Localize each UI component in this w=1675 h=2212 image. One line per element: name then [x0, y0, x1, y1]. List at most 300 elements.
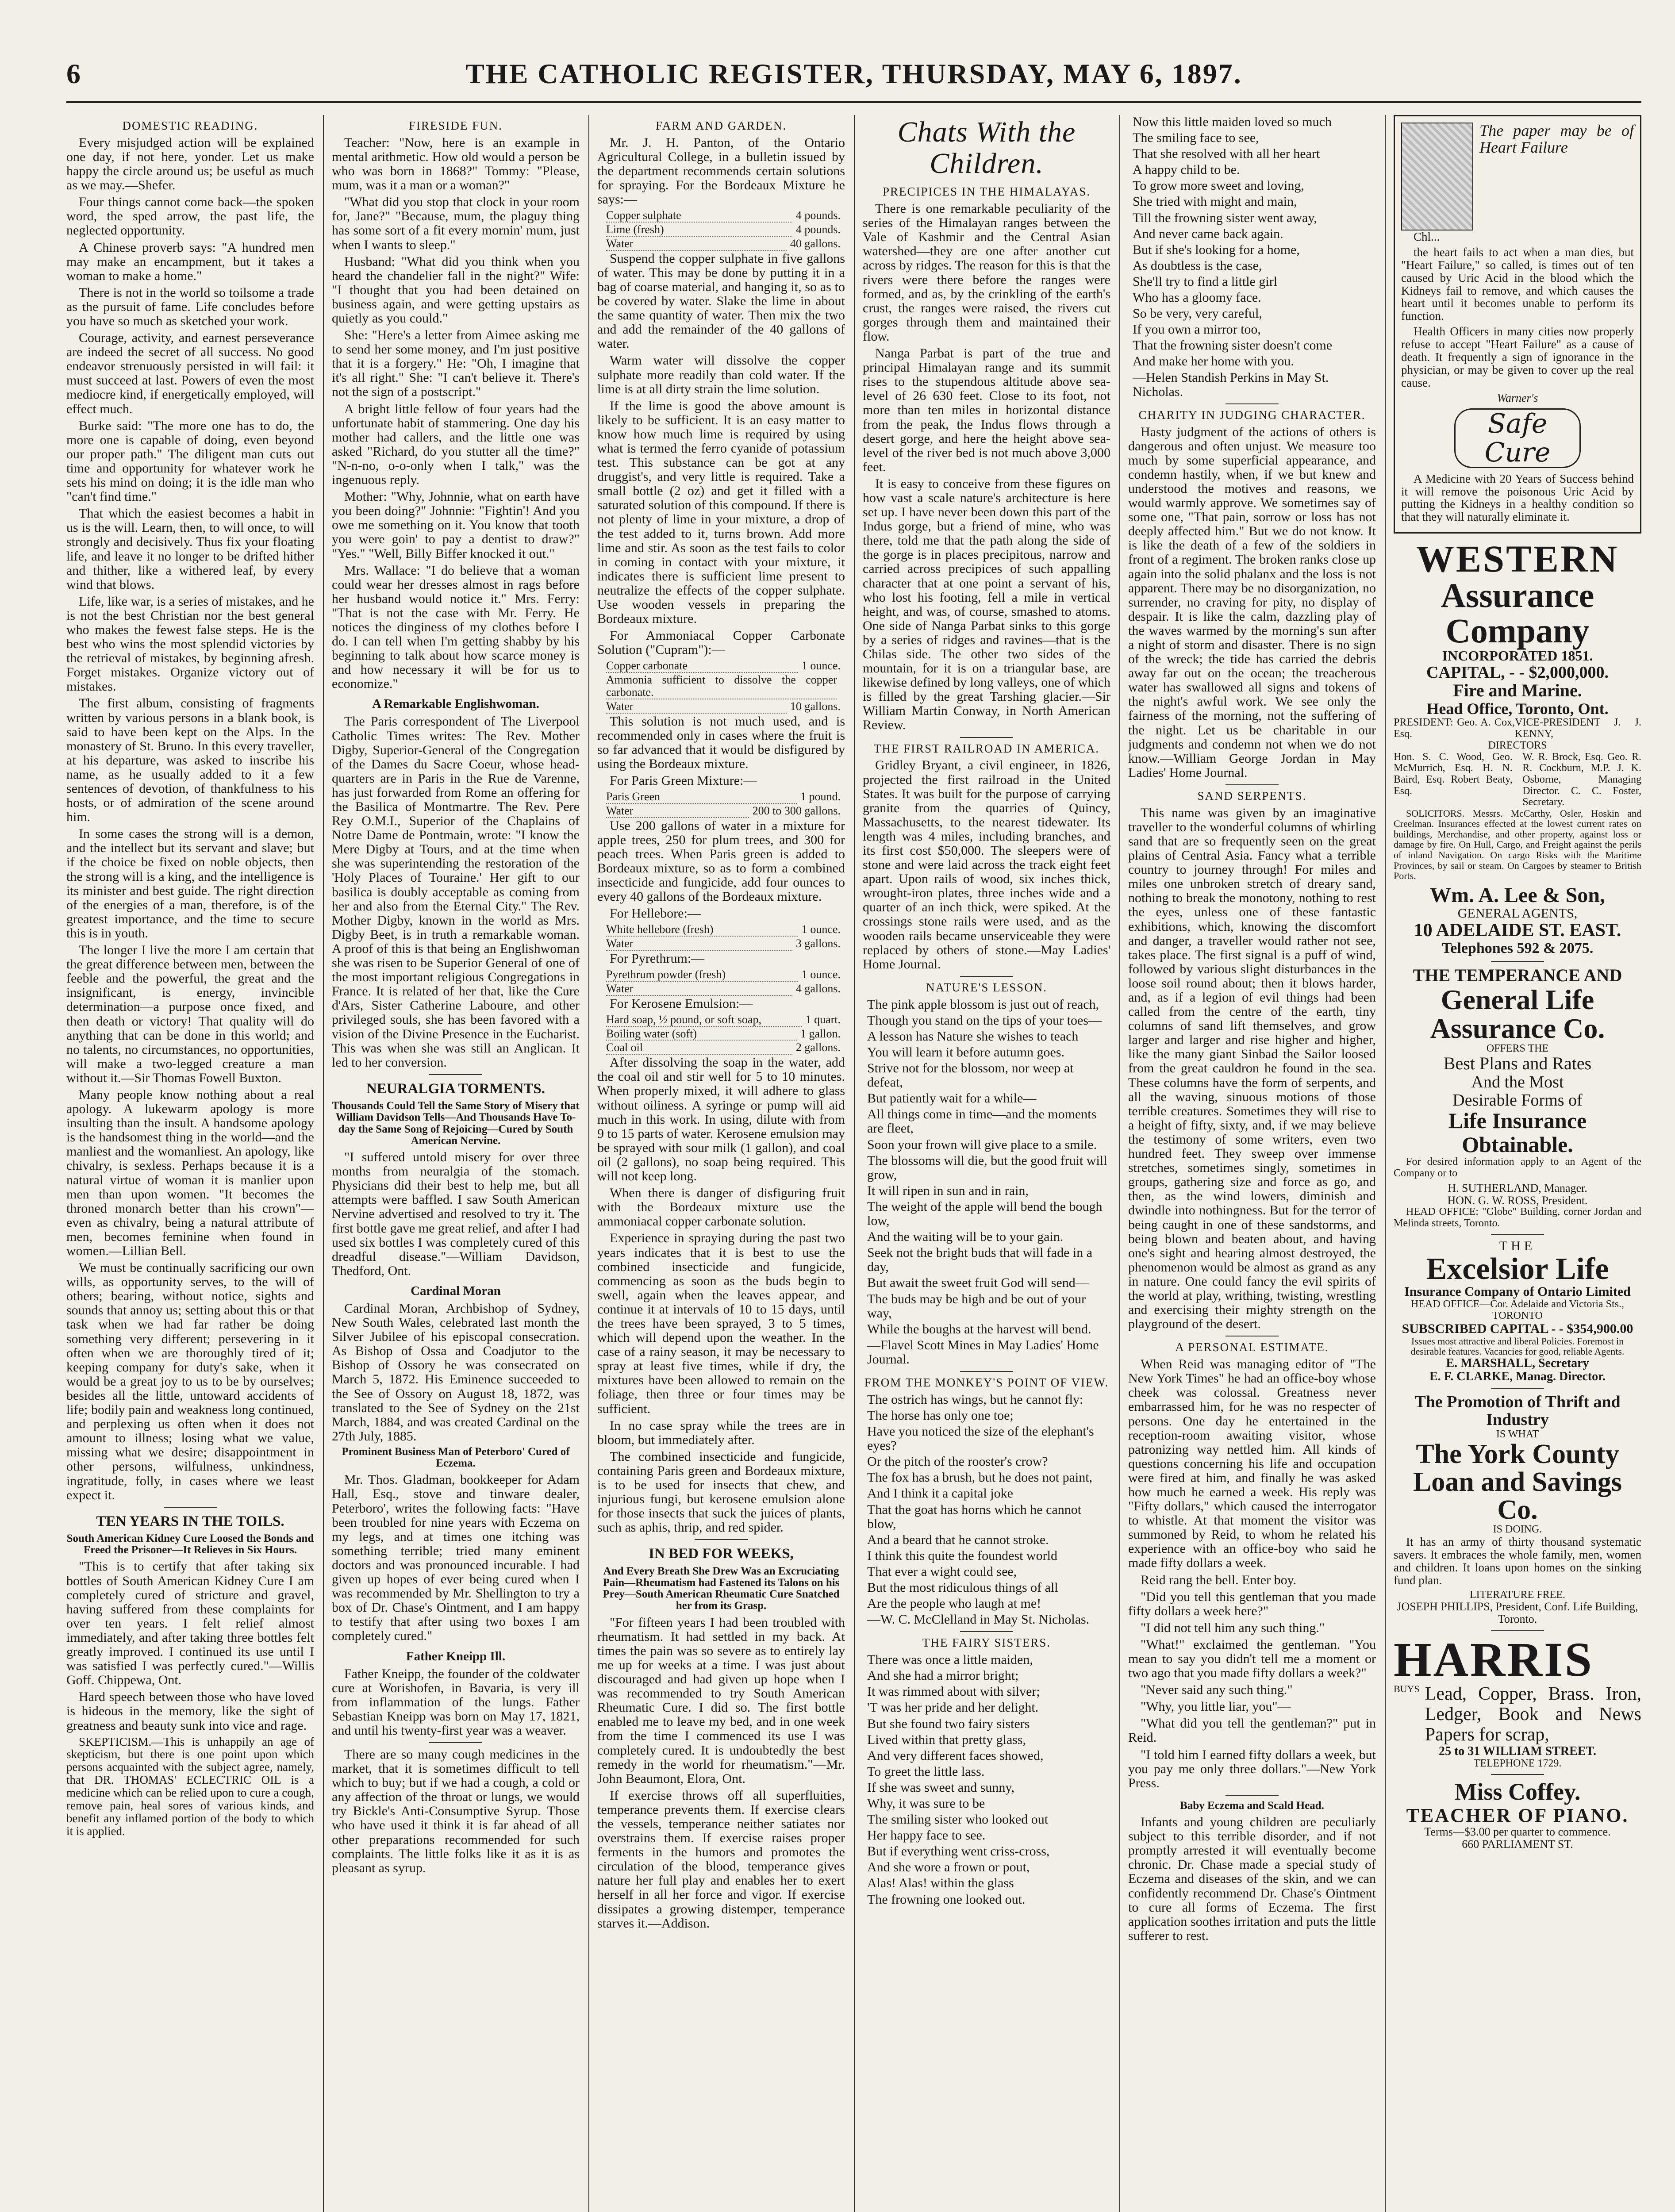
ad-line: IS DOING. — [1493, 1524, 1542, 1536]
paragraph: Many people know nothing about a real apology. A lukewarm apology is more insulting than the insult. A handsome apology is the handsomest thing in the world—and the manliest and the womanliest. An apology, like chivalry, is sexless. Perhaps because it is a natural virtue of woman it is manlier upon men than upon women. "It becomes the throned monarch better than his crown"—even as chivalry, being a natural attribute of men, becomes feminine when found in women.—Lillian Bell. — [66, 1087, 314, 1258]
column-divider — [854, 115, 855, 2212]
article-heading: Father Kneipp Ill. — [406, 1649, 506, 1663]
article-text: It is easy to conceive from these figures on how vast a scale nature's architecture is here set up. I have never been down this part of the Indus gorge, but a friend of mine, who was there, told me that the path along the side of the gorge is in places precipitous, narrow and carried across precipices of such appalling character that at one point a servant of his, who lost his footing, fell a mile in vertical height, and was, of course, smashed to atoms. One side of Nanga Parbat sinks to this gorge by a series of ridges and ravines—that is the Chilas side. The other two sides of the mountain, for it is on a triangular base, are likewise defined by long valleys, one of which is filled by the great Tarshing glacier.—Sir William Martin Conway, in North American Review. — [863, 476, 1110, 733]
ad-text: Chl... — [1414, 230, 1440, 243]
recipe-row — [606, 968, 841, 982]
poem-line: And she wore a frown or pout, — [867, 1860, 1030, 1875]
poem-heading: THE FAIRY SISTERS. — [922, 1636, 1051, 1650]
newspaper-page — [66, 49, 1641, 2212]
column-divider — [323, 115, 324, 2212]
article-body — [66, 136, 314, 1502]
poem-line: Why, it was sure to be — [867, 1796, 985, 1811]
article-text: Use 200 gallons of water in a mixture for apple trees, 250 for plum trees, and 300 for peach trees. When Paris green is added to Bordeaux mixture, so as to form a combined insecticide and fungicide, add four ounces to every 40 gallons of the Bordeaux mixture. — [597, 818, 845, 904]
ad-line: Life Insurance Obtainable. — [1448, 1108, 1587, 1157]
poem-line: And very different faces showed, — [867, 1748, 1044, 1763]
ingredient: Ammonia sufficient to dissolve the copper carbonate. — [606, 673, 837, 699]
ad-line: OFFERS THE — [1486, 1042, 1549, 1054]
seal-illustration — [1401, 123, 1473, 230]
column-chats-with-children — [863, 115, 1110, 2212]
column-farm-and-garden — [597, 115, 845, 2212]
quantity: 3 gallons. — [795, 937, 841, 950]
ad-title: WESTERN — [1416, 538, 1619, 580]
column-advertisements — [1394, 115, 1641, 2212]
poem-line: And she had a mirror bright; — [867, 1668, 1019, 1683]
directors-left: Hon. S. C. Wood, Geo. McMurrich, Esq. H. N. Baird, Esq. Robert Beaty, Esq. — [1394, 751, 1513, 797]
paragraph: The first album, consisting of fragments written by various persons in a blank book, is said to have been kept on the Alps. In the monastery of St. Bruno. In this every traveller, at his departure, was asked to inscribe his name, as he usually added to it a few sentences of devotion, of thankfulness to his hosts, or of admiration of the scene around him. — [66, 696, 314, 825]
poem-line: The ostrich has wings, but he cannot fly: — [867, 1392, 1083, 1407]
harris-buys-row — [1394, 1684, 1641, 1745]
divider — [960, 1371, 1013, 1372]
ad-line: Best Plans and Rates — [1443, 1053, 1592, 1074]
poem-line: To greet the little lass. — [867, 1764, 985, 1779]
quantity: 1 ounce. — [801, 923, 841, 936]
ad-text: the heart fails to act when a man dies, but "Heart Failure," so called, is times out of ten caused by Uric Acid in the blood which the Kidneys fail to remove, and which causes the heart until it becomes unable to perform its function. — [1401, 245, 1634, 323]
article-body — [332, 136, 580, 691]
paragraph: A Chinese proverb says: "A hundred men may make an encampment, but it takes a woman to make a home." — [66, 240, 314, 283]
ad-line: H. SUTHERLAND, Manager. — [1448, 1181, 1587, 1194]
ad-line: Head Office, Toronto, Ont. — [1426, 699, 1609, 718]
quantity: 200 to 300 gallons. — [752, 804, 841, 817]
ad-title: TEACHER OF PIANO. — [1406, 1804, 1629, 1826]
divider — [1226, 784, 1279, 785]
divider — [1226, 403, 1279, 404]
ingredient: Water — [606, 805, 749, 818]
poem-line: And never came back again. — [1133, 226, 1283, 241]
article-text: The combined insecticide and fungicide, containing Paris green and Bordeaux mixture, is to be used for insects that chew, and injurious fungi, but kerosene emulsion alone for those insects that suck the juices of plants, such as aphis, thrip, and red spider. — [597, 1449, 845, 1535]
divider — [960, 1631, 1013, 1632]
poem-line: So be very, very careful, — [1133, 306, 1262, 321]
poem-line: To grow more sweet and loving, — [1133, 178, 1304, 193]
paragraph: The Paris correspondent of The Liverpool Catholic Times writes: The Rev. Mother Digby, Superior-General of the Congregation of the Dames du Sacre Coeur, whose head-quarters are in Paris in the Rue de Varenne, has just forwarded from Rome an offering for the Basilica of Montmartre. The Rev. Pere Rey O.M.I., Superior of the Chaplains of Notre Dame de Pontmain, wrote: "I know the Mere Digby at Tours, and at the time when she was superintending the restoration of the 'Holy Places of Touraine.' Her gift to our basilica is doubly acceptable as coming from her and also from the Eternal City." The Rev. Mother Digby, known in the world as Mrs. Digby Beet, is in truth a remarkable woman. A proof of this is that being an Englishwoman she was risen to be Superior General of one of the most important religious Congregations in France. It is related of her that, like the Cure d'Ars, Sister Catherine Laboure, and other privileged souls, she has been favored with a vision of the Divine Presence in the Eucharist. This was when she was still an Anglican. It led to her conversion. — [332, 714, 580, 1070]
ad-text: Infants and young children are peculiarly subject to this terrible disorder, and if not promptly arrested it will eventually become chronic. Dr. Chase made a special study of Eczema and diseases of the skin, and we can confidently recommend Dr. Chase's Ointment to cure all forms of Eczema. The first application soothes irritation and puts the little sufferer to rest. — [1128, 1815, 1376, 1943]
recipe-list — [597, 660, 845, 713]
ad-title: HARRIS — [1394, 1632, 1594, 1686]
ad-title: Miss Coffey. — [1454, 1778, 1581, 1805]
poem-line: And make her home with you. — [1133, 354, 1294, 369]
poem-heading: FROM THE MONKEY'S POINT OF VIEW. — [864, 1375, 1109, 1389]
recipe-row — [606, 660, 841, 673]
ad-line: Issues most attractive and liberal Policies. Foremost in desirable features. Vacancies for good, reliable Agents. — [1410, 1335, 1625, 1357]
article-text: Nanga Parbat is part of the true and principal Himalayan range and its summit rises to the stupendous altitude above sea-level of 26 630 feet. Close to its foot, not more than ten miles in horizontal distance from the peak, the Indus flows through a desert gorge, and here the height above sea-level of the river bed is not much above 3,000 feet. — [863, 346, 1110, 474]
ad-subheading: Prominent Business Man of Peterboro' Cured of Eczema. — [342, 1445, 570, 1470]
poem — [863, 1653, 1110, 1907]
directors-right: W. R. Brock, Esq. Geo. R. R. Cockburn, M.P. J. K. Osborne, Managing Director. C. C. Foster, Secretary. — [1522, 751, 1641, 808]
article-text: "I told him I earned fifty dollars a week, but you pay me only three dollars."—New York Press. — [1128, 1747, 1376, 1790]
ad-subheading: Baby Eczema and Scald Head. — [1180, 1799, 1324, 1812]
ad-line: IS WHAT — [1496, 1429, 1539, 1440]
section-heading: DOMESTIC READING. — [122, 119, 258, 132]
ingredient: Water — [606, 937, 792, 951]
ad-line: BUYS — [1394, 1683, 1420, 1694]
recipe-list — [597, 1014, 845, 1055]
poem-line: She tried with might and main, — [1133, 194, 1297, 209]
article-text: If the lime is good the above amount is likely to be sufficient. It is an easy matter to know how much lime is required by using what is termed the ferro cyanide of potassium test. This substance can be got at any druggist's, and very little is required. Take a small bottle (2 oz) and get it filled with a saturated solution of this compound. If there is not plenty of lime in your mixture, a drop of the test added to it, turns brown. Add more lime and stir. As soon as the test fails to color in coming in contact with your mixture, it indicates there is sufficient lime present to neutralize the effects of the copper sulphate. Use wooden vessels in preparing the Bordeaux mixture. — [597, 398, 845, 626]
masthead — [66, 49, 1641, 106]
ad-title: General Life Assurance Co. — [1430, 984, 1605, 1045]
article-text: Father Kneipp, the founder of the coldwater cure at Worishofen, in Bavaria, is very ill from inflammation of the lungs. Father Sebastian Kneipp was born on May 17, 1821, and until his twenty-first year was a weaver. — [332, 1666, 580, 1738]
directors-row — [1394, 752, 1641, 808]
article-text: If exercise throws off all superfluities, temperance prevents them. If exercise clears the vessels, temperance neither satiates nor overstrains them. If exercise raises proper ferments in the humors and promotes the circulation of the blood, temperance gives nature her full play and enables her to exert herself in all her force and vigor. If exercise dissipates a growing distemper, temperance starves it.—Addison. — [597, 1788, 845, 1931]
poem-line: Are the people who laugh at me! — [867, 1596, 1041, 1611]
newspaper-title: THE CATHOLIC REGISTER, THURSDAY, MAY 6, 1897. — [465, 58, 1242, 89]
poem-heading: NATURE'S LESSON. — [926, 980, 1047, 994]
divider — [429, 1742, 482, 1743]
paragraph: Every misjudged action will be explained one day, if not here, yonder. Let us make happy the circle around us; be useful as much as we may.—Shefer. — [66, 135, 314, 193]
column-divider — [1119, 115, 1120, 2212]
recipe-row — [606, 937, 841, 951]
quantity: 4 pounds. — [795, 209, 841, 222]
article-text: "What did you tell the gentleman?" put in Reid. — [1128, 1716, 1376, 1745]
poem-line: It will ripen in sun and in rain, — [867, 1183, 1029, 1198]
recipe-row — [606, 223, 841, 237]
poem-line: I think this quite the foundest world — [867, 1548, 1057, 1563]
heart-failure-title: The paper may be of Heart Failure — [1479, 122, 1634, 156]
ingredient: Water — [606, 238, 787, 251]
paragraph: Teacher: "Now, here is an example in mental arithmetic. How old would a person be who was born in 1868?" Tommy: "Please, mum, was it a man or a woman?" — [332, 135, 580, 193]
article-text: Mr. J. H. Panton, of the Ontario Agricultural College, in a bulletin issued by the department recommends certain solutions for spraying. For the Bordeaux Mixture he says:— — [597, 135, 845, 207]
paragraph: Burke said: "The more one has to do, the more one is capable of doing, even beyond our proper path." The diligent man cuts out time and opportunity for whatever work he sets his mind on doing; it is the idle man who "can't find time." — [66, 418, 314, 504]
ad-line: Lead, Copper, Brass. Iron, Ledger, Book and News Papers for scrap, — [1425, 1683, 1641, 1745]
column-five — [1128, 115, 1376, 2212]
ingredient: Water — [606, 983, 792, 996]
ad-subheading: South American Kidney Cure Loosed the Bonds and Freed the Prisoner—It Relieves in Six Hours. — [66, 1532, 314, 1556]
ad-text: "This is to certify that after taking six bottles of South American Kidney Cure I am completely cured of stricture and gravel, having suffered from these complaints for over ten years. I felt relief almost immediately, and after taking three bottles felt greatly improved. I continued its use until I was satisfied I was perfectly cured."—Willis Goff. Chippewa, Ont. — [66, 1559, 314, 1688]
divider — [960, 737, 1013, 738]
paragraph: There is not in the world so toilsome a trade as the pursuit of fame. Life concludes before you have so much as sketched your work. — [66, 285, 314, 328]
officers-row — [1394, 717, 1641, 740]
ad-text: For desired information apply to an Agent of the Company or to — [1394, 1156, 1641, 1179]
quantity: 40 gallons. — [790, 237, 841, 250]
divider — [695, 1539, 748, 1540]
recipe-row — [606, 983, 841, 996]
divider — [1491, 961, 1544, 962]
recipe-row — [606, 238, 841, 251]
ad-text: HEAD OFFICE: "Globe" Building, corner Jordan and Melinda streets, Toronto. — [1394, 1206, 1641, 1229]
ad-heading: NEURALGIA TORMENTS. — [366, 1080, 546, 1097]
poem-line: A lesson has Nature she wishes to teach — [867, 1029, 1079, 1044]
ingredient: Coal oil — [606, 1041, 792, 1055]
quantity: 4 pounds. — [795, 223, 841, 236]
poem-line: A happy child to be. — [1133, 162, 1240, 177]
recipe-row — [606, 791, 841, 804]
article-text: For Hellebore:— — [610, 906, 701, 921]
article-heading: A Remarkable Englishwoman. — [372, 697, 539, 711]
ad-text: There are so many cough medicines in the market, that it is sometimes difficult to tell which to buy; but if we had a cough, a cold or any affection of the throat or lungs, we would try Bickle's Anti-Consumptive Syrup. Those who have used it think it is far ahead of all other preparations recommended for such complaints. The little folks like it as it is as pleasant as syrup. — [332, 1747, 580, 1875]
ingredient: Copper carbonate — [606, 660, 798, 673]
section-heading: FIRESIDE FUN. — [408, 119, 503, 132]
recipe-list — [597, 968, 845, 996]
poem-line: Or the pitch of the rooster's crow? — [867, 1454, 1048, 1469]
ad-line: 25 to 31 WILLIAM STREET. — [1438, 1744, 1597, 1759]
poem-line: But she found two fairy sisters — [867, 1716, 1030, 1731]
divider — [1491, 1774, 1544, 1775]
poem-line: And the waiting will be to your gain. — [867, 1229, 1064, 1244]
ad-line: HON. G. W. ROSS, President. — [1447, 1194, 1588, 1207]
quote-text: Hard speech between those who have loved is hideous in the memory, like the sight of greatness and beauty sunk into vice and rage. — [66, 1690, 314, 1733]
divider — [1491, 1388, 1544, 1389]
quantity: 1 gallon. — [800, 1027, 841, 1040]
article-heading: Cardinal Moran — [411, 1283, 501, 1298]
paragraph: Husband: "What did you think when you heard the chandelier fall in the night?" Wife: "I thought that you had been detained on business again, and were getting upstairs as quietly as you could." — [332, 254, 580, 326]
quantity: 2 gallons. — [795, 1041, 841, 1054]
ad-text: It has an army of thirty thousand systematic savers. It embraces the whole family, men, women and children. It loans upon homes on the sinking fund plan. — [1394, 1535, 1641, 1587]
poem — [1128, 115, 1376, 399]
poem-line: You will learn it before autumn goes. — [867, 1045, 1065, 1060]
temperance-ad — [1394, 966, 1641, 1229]
ad-text: SOLICITORS. Messrs. McCarthy, Osler, Hoskin and Creelman. Insurances effected at the lowest current rates on buildings, Merchandise, and other property, against loss or damage by fire. On Hull, Cargo, and Freight against the perils of inland Navigation. On cargo Risks with the Maritime Provinces, by sail or steam. On Cargoes by steamer to British Ports. — [1394, 807, 1641, 882]
ad-line: E. F. CLARKE, Manag. Director. — [1429, 1369, 1606, 1383]
quantity: 1 ounce. — [801, 968, 841, 981]
ad-line: HEAD OFFICE—Cor. Adelaide and Victoria Sts., TORONTO — [1410, 1298, 1625, 1322]
paragraph: We must be continually sacrificing our own wills, as opportunity serves, to the will of others; bearing, without notice, sights and sounds that annoy us; setting about this or that task when we had far rather be doing something very different; persevering in it often when we are thoroughly tired of it; keeping company for duty's sake, when it would be a great joy to us to be by ourselves; besides all the little, untoward accidents of life; bodily pain and weakness long continued, and perplexing us often when it does not amount to illness; losing what we value, missing what we desire; disappointment in other persons, wilfulness, unkindness, ingratitude, folly, in cases where we least expect it. — [66, 1260, 314, 1502]
article-text: Experience in spraying during the past two years indicates that it is best to use the combined insecticide and fungicide, commencing as soon as the buds begin to swell, again when the leaves appear, and continue it at intervals of 10 to 15 days, until the trees have been sprayed, 3 to 5 times, which will depend upon the weather. In the case of a rainy season, it may be necessary to spray at least five times, while if dry, the mixtures have been allowed to remain on the foliage, then three or four times may be sufficient. — [597, 1231, 845, 1416]
ad-line: CAPITAL, - - $2,000,000. — [1426, 663, 1609, 682]
western-assurance-ad — [1394, 540, 1641, 956]
poem-line: Now this little maiden loved so much — [1133, 115, 1332, 129]
ingredient: Lime (fresh) — [606, 223, 792, 237]
ingredient: Water — [606, 700, 787, 714]
recipe-row — [606, 923, 841, 937]
ad-text: Health Officers in many cities now properly refuse to accept "Heart Failure" as a cause of death. It frequently a sign of ignorance in the physician, or may be given to cover up the real cause. — [1401, 325, 1634, 389]
ad-line: Fire and Marine. — [1453, 680, 1582, 701]
recipe-list — [597, 791, 845, 818]
article-text: When Reid was managing editor of "The New York Times" he had an office-boy whose cheek was colossal. Greatness never embarrassed him, for he was no respecter of persons. One day he entertained in the reception-room awaiting visitor, whose patronizing way nettled him. All kinds of questions concerning his life and occupation were fired at him, and finally he was asked how much he earned a week. His reply was "Fifty dollars," which caused the interrogator to whistle. At that moment the visitor was summoned by Reid, to whom he related his experience with an office-boy who said he made fifty dollars a week. — [1128, 1357, 1376, 1571]
column-domestic-reading — [66, 115, 314, 2212]
harris-ad — [1394, 1632, 1641, 1770]
york-county-ad — [1394, 1393, 1641, 1625]
poem-line: —Helen Standish Perkins in May St. Nicholas. — [1133, 370, 1329, 399]
poem-line: But the most ridiculous things of all — [867, 1580, 1058, 1595]
poem-line: The smiling sister who looked out — [867, 1812, 1049, 1827]
ad-title: Excelsior Life — [1426, 1252, 1609, 1286]
ad-line: LITERATURE FREE. — [1470, 1589, 1565, 1601]
recipe-row — [606, 209, 841, 223]
vice-president: VICE-PRESIDENT J. J. KENNY, — [1515, 717, 1641, 740]
president: PRESIDENT: Geo. A. Cox, Esq. — [1394, 717, 1515, 740]
article-text: Gridley Bryant, a civil engineer, in 1826, projected the first railroad in the United States. It was built for the purpose of carrying granite from the quarries of Quincy, Massachusetts, to the nearest tidewater. Its length was 4 miles, including branches, and its first cost $50,000. The sleepers were of stone and were laid across the track eight feet apart. Upon rails of wood, six inches thick, wrought-iron plates, three inches wide and a quarter of an inch thick, were spiked. At the crossings stone rails were used, and as the wooden rails became unserviceable they were replaced by others of stone.—May Ladies' Home Journal. — [863, 758, 1110, 972]
poem-line: And I think it a capital joke — [867, 1486, 1013, 1501]
poem-line: —W. C. McClelland in May St. Nicholas. — [867, 1612, 1090, 1627]
recipe-list — [597, 923, 845, 951]
article-text: Hasty judgment of the actions of others is dangerous and often unjust. We measure too much by some superficial appearance, and condemn hastily, when, if we but knew and understood the motives and reasons, we would warmly approve. We sometimes say of some one, "That pain, sorrow or loss has not deeply affected him." But we do not know. It is like the death of a few of the soldiers in front of a regiment. The broken ranks close up again into the solid phalanx and the loss is not apparent. There may be no disorganization, no surrender, no craving for pity, no display of despair. It is like the calm, dazzling play of the waves warmed by the morning's sun after a night of storm and disaster. There is no sign of the wreck; the tide has carried the debris away far out on the ocean; the treacherous water has swallowed all signs and tokens of the night's awful work. We see only the fairness of the morning, not the suffering of the night. Let us be charitable in our judgments and condemn not when we do not know.—William George Jordan in May Ladies' Home Journal. — [1128, 424, 1376, 780]
article-text: This solution is not much used, and is recommended only in cases where the fruit is so far advanced that it would be disfigured by using the Bordeaux mixture. — [597, 714, 845, 771]
recipe-row — [606, 1041, 841, 1055]
ingredient: Copper sulphate — [606, 209, 792, 223]
poem-line: If you own a mirror too, — [1133, 322, 1261, 337]
article-text: "Why, you little liar, you"— — [1141, 1699, 1291, 1714]
poem-line: But await the sweet fruit God will send— — [867, 1275, 1089, 1290]
ad-title: The York County — [1416, 1439, 1619, 1469]
article-text: There is one remarkable peculiarity of the series of the Himalayan ranges between the Vale of Kashmir and the Central Asian watershed—they are one after another cut across by ridges. The reason for this is that the rivers were there before the ranges were formed, and as, by the crinkling of the earth's crust, the ranges were raised, the rivers cut gorges through them and maintained their flow. — [863, 201, 1110, 344]
article-heading: PRECIPICES IN THE HIMALAYAS. — [882, 185, 1091, 199]
article-heading: SAND SERPENTS. — [1197, 789, 1307, 803]
ad-text: Mr. Thos. Gladman, bookkeeper for Adam Hall, Esq., stove and tinware dealer, Peterboro', writes the following facts: "Have been troubled for nine years with Eczema on my legs, and at times one itching was something terrible; tried many eminent doctors and was pronounced incurable. I had given up hopes of ever being cured when I was recommended by Mr. Shellington to try a box of Dr. Chase's Ointment, and I am happy to testify that after using two boxes I am completely cured." — [332, 1472, 580, 1644]
poem-line: 'T was her pride and her delight. — [867, 1700, 1039, 1715]
article-text: After dissolving the soap in the water, add the coal oil and stir well for 5 to 10 minutes. When properly mixed, it will adhere to glass without oiliness. A syringe or pump will aid much in this work. In using, dilute with from 9 to 15 parts of water. Kerosene emulsion may be sprayed with sour milk (1 gallon), and coal oil (2 gallons), no soap being required. This will not keep long. — [597, 1055, 845, 1184]
poem-line: Soon your frown will give place to a smile. — [867, 1137, 1097, 1152]
ad-title: THE TEMPERANCE AND — [1413, 965, 1622, 986]
section-header: Chats With the Children. — [897, 116, 1076, 180]
ad-heading: IN BED FOR WEEKS, — [649, 1546, 794, 1562]
article-text: In no case spray while the trees are in bloom, but immediately after. — [597, 1418, 845, 1447]
article-text: Warm water will dissolve the copper sulphate more readily than cold water. If the lime is at all dirty strain the lime solution. — [597, 353, 845, 396]
poem-line: The blossoms will die, but the good fruit will grow, — [867, 1153, 1107, 1182]
ad-line: E. MARSHALL, Secretary — [1446, 1356, 1589, 1370]
ad-subheading: And Every Breath She Drew Was an Excruciating Pain—Rheumatism had Fastened its Talons on his Prey—South American Rheumatic Cure Snatched her from its Grasp. — [603, 1565, 840, 1612]
poem-line: All things come in time—and the moments are fleet, — [867, 1107, 1097, 1136]
poem-line: Alas! Alas! within the glass — [867, 1876, 1014, 1891]
ingredient: Pyrethrum powder (fresh) — [606, 968, 798, 982]
quantity: 1 pound. — [800, 790, 841, 803]
article-text: "Did you tell this gentleman that you made fifty dollars a week here?" — [1128, 1589, 1376, 1618]
ad-line: The Promotion of Thrift and Industry — [1414, 1392, 1621, 1429]
poem-line: Have you noticed the size of the elephant's eyes? — [867, 1424, 1094, 1453]
safe-cure-ad — [1394, 115, 1641, 534]
article-text: For Ammoniacal Copper Carbonate Solution ("Cupram"):— — [597, 628, 845, 657]
divider — [960, 976, 1013, 977]
heart-failure-header — [1401, 123, 1634, 230]
poem-line: That ever a wight could see, — [867, 1564, 1017, 1579]
paragraph: Four things cannot come back—the spoken word, the sped arrow, the past life, the neglected opportunity. — [66, 195, 314, 238]
poem-line: The weight of the apple will bend the bough low, — [867, 1199, 1103, 1229]
ad-line: Insurance Company of Ontario Limited — [1404, 1284, 1631, 1299]
poem — [863, 998, 1110, 1367]
poem-line: If she was sweet and sunny, — [867, 1780, 1014, 1795]
coffey-ad — [1394, 1779, 1641, 1850]
poem-line: The pink apple blossom is just out of reach, — [867, 997, 1099, 1012]
article-text: For Pyrethrum:— — [610, 951, 705, 966]
paragraph: That which the easiest becomes a habit in us is the will. Learn, then, to will once, to will strongly and decisively. Thus fix your floating life, and leave it no longer to be drifted hither and thither, like a withered leaf, by every wind that blows. — [66, 506, 314, 592]
article-text: "I did not tell him any such thing." — [1141, 1620, 1325, 1635]
poem-line: As doubtless is the case, — [1133, 258, 1262, 273]
poem-line: —Flavel Scott Mines in May Ladies' Home Journal. — [867, 1337, 1099, 1367]
divider — [1226, 1795, 1279, 1796]
poem-line: It was rimmed about with silver; — [867, 1684, 1040, 1699]
ad-line: TELEPHONE 1729. — [1473, 1758, 1562, 1770]
ad-line: Terms—$3.00 per quarter to commence. — [1424, 1825, 1611, 1838]
quantity: 1 ounce. — [801, 659, 841, 672]
excelsior-life-ad — [1394, 1239, 1641, 1383]
ingredient: Hard soap, ½ pound, or soft soap, — [606, 1014, 802, 1027]
poem-line: But if everything went criss-cross, — [867, 1844, 1050, 1859]
poem — [863, 1393, 1110, 1627]
masthead-rule — [66, 101, 1641, 103]
poem-line: The horse has only one toe; — [867, 1408, 1014, 1423]
poem-line: But patiently wait for a while— — [867, 1091, 1037, 1106]
poem-line: And a beard that he cannot stroke. — [867, 1532, 1049, 1547]
paragraph: Mrs. Wallace: "I do believe that a woman could wear her dresses almost in rags before her husband would notice it." Mrs. Ferry: "That is not the case with Mr. Ferry. He notices the dinginess of my clothes before I do. I can tell when I'm getting shabby by his beginning to talk about how scarce money is and how necessary it will be for us to economize." — [332, 563, 580, 691]
paragraph: A bright little fellow of four years had the unfortunate habit of stammering. One day his mother had callers, and the little one was asked "Richard, do you stutter all the time?" "N-n-no, o-o-only when I talk," was the ingenuous reply. — [332, 401, 580, 488]
recipe-row — [606, 805, 841, 818]
poem-line: Strive not for the blossom, nor weep at defeat, — [867, 1061, 1074, 1090]
ad-text: "I suffered untold misery for over three months from neuralgia of the stomach. Physicians did their best to help me, but all attempts were baffled. I saw South American Nervine advertised and resolved to try it. The first bottle gave me great relief, and after I had used six bottles I was completely cured of this dreadful disease."—William Davidson, Thedford, Ont. — [332, 1150, 580, 1278]
paragraph: In some cases the strong will is a demon, and the intellect but its servant and slave; but if the choice be fixed on noble objects, then the strong will is a king, and the intelligence is its minister and best guide. The right direction of the energies of a man, therefore, is of the greatest importance, and the time to secure this is in youth. — [66, 826, 314, 941]
poem-line: That the goat has horns which he cannot blow, — [867, 1502, 1082, 1531]
ingredient: White hellebore (fresh) — [606, 923, 798, 937]
ad-line: 10 ADELAIDE ST. EAST. — [1414, 920, 1621, 941]
safe-cure-logo: Safe Cure — [1454, 408, 1581, 468]
quantity: 4 gallons. — [795, 982, 841, 995]
recipe-row — [606, 700, 841, 714]
poem-line: But if she's looking for a home, — [1133, 242, 1300, 257]
paragraph: Courage, activity, and earnest perseverance are indeed the secret of all success. No good endeavor strenuously persisted in will fail: it must succeed at last. Powers of even the most mediocre kind, if energetically employed, will effect much. — [66, 330, 314, 416]
ingredient: Paris Green — [606, 791, 797, 804]
paragraph: The longer I live the more I am certain that the great difference between men, between the feeble and the powerful, the great and the insignificant, is energy, invincible determination—a purpose once fixed, and then death or victory! That quality will do anything that can be done in this world; and no talents, no circumstances, no opportunities, will make a two-legged creature a man without it.—Sir Thomas Fowell Buxton. — [66, 943, 314, 1085]
recipe-row — [606, 674, 841, 699]
ad-line: INCORPORATED 1851. — [1442, 648, 1593, 664]
paragraph: Mother: "Why, Johnnie, what on earth have you been doing?" Johnnie: "Fightin'! And you owe me something on it. You know that tooth you were goin' to pay a dentist to draw?" "Yes." "Well, Billy Biffer knocked it out." — [332, 489, 580, 561]
ad-text: "For fifteen years I had been troubled with rheumatism. It had settled in my back. At times the pain was so severe as to entirely lay me up for weeks at a time. I was just about discouraged and had given up hope when I was recommended to try South American Rheumatic Cure. I did so. The first bottle enabled me to leave my bed, and in one week from the time I commenced its use I was completely cured. It is undoubtedly the best remedy in the world for rheumatism."—Mr. John Beaumont, Elora, Ont. — [597, 1615, 845, 1786]
article-text: "Never said any such thing." — [1141, 1682, 1293, 1697]
section-heading: FARM AND GARDEN. — [655, 119, 787, 132]
article-text: This name was given by an imaginative traveller to the wonderful columns of whirling sand that are so frequently seen on the great plains of Central Asia. Fancy what a terrible country to journey through! For miles and miles one unbroken stretch of dreary sand, nothing to break the monotony, nothing to rest the eyes, unless one of these fantastic exhibitions, which, knowing the discomfort and danger, a traveller would rather not see, takes place. The first signal is a puff of wind, followed by various slight disturbances in the loose soil round about; then it blows harder, and, as if a legion of evil things had been called from the centre of the earth, tiny columns of sand lift themselves, and grow larger and larger and rise higher and higher, like the many giant Sinbad the Sailor loosed from the great cauldron he found in the sea. These columns have the form of serpents, and all the waving, sinuous motions of those terrible creatures. Sometimes they will rise to a height of fifty, sixty, and, if we may believe the testimony of some writers, even two hundred feet. They sweep over immense stretches, sometimes singly, sometimes in groups, gathering size and force as go, and then, as the wind lowers, diminish and dwindle into nothingness. But for the terror of being caught in one of these sandstorms, and being blown and beaten about, and having one's sight and hearing almost destroyed, the phenomenon would be almost as grand as any in nature. One could fancy the evil spirits of the world at play, writhing, twisting, wrestling and exercising their mighty strength on the playground of the desert. — [1128, 805, 1376, 1332]
divider — [1491, 1630, 1544, 1631]
poem-line: She'll try to find a little girl — [1133, 274, 1278, 289]
article-text: When there is danger of disfiguring fruit with the Bordeaux mixture use the ammoniacal copper carbonate solution. — [597, 1186, 845, 1229]
article-text: Reid rang the bell. Enter boy. — [1141, 1572, 1297, 1587]
ad-line: Desirable Forms of — [1452, 1091, 1583, 1110]
divider — [429, 1074, 482, 1075]
column-divider — [588, 115, 589, 2212]
poem-line: Seek not the bright buds that will fade in a day, — [867, 1245, 1093, 1275]
ad-line: Telephones 592 & 2075. — [1441, 940, 1594, 956]
ad-line: JOSEPH PHILLIPS, President, Conf. Life Building, Toronto. — [1397, 1600, 1638, 1626]
page-number: 6 — [66, 58, 81, 89]
quantity: 1 quart. — [805, 1013, 841, 1026]
article-heading: CHARITY IN JUDGING CHARACTER. — [1138, 408, 1366, 422]
recipe-row — [606, 1014, 841, 1027]
ad-title: Loan and Savings Co. — [1413, 1467, 1622, 1525]
poem-line: Lived within that pretty glass, — [867, 1732, 1026, 1747]
quantity: 10 gallons. — [790, 699, 841, 713]
article-text: "What!" exclaimed the gentleman. "You mean to say you didn't tell me a moment or two ago that you made fifty dollars a week?" — [1128, 1637, 1376, 1681]
ad-line: SUBSCRIBED CAPITAL - - $354,900.00 — [1402, 1321, 1633, 1336]
divider — [1491, 1234, 1544, 1235]
ad-line: DIRECTORS — [1488, 739, 1547, 751]
article-text: For Kerosene Emulsion:— — [610, 996, 753, 1011]
ad-text: SKEPTICISM.—This is unhappily an age of skepticism, but there is one point upon which persons acquainted with the subject agree, namely, that DR. THOMAS' ECLECTRIC OIL is a medicine which can be relied upon to cure a cough, remove pain, heal sores of various kinds, and benefit any inflamed portion of the body to which it is applied. — [66, 1735, 314, 1838]
poem-line: The buds may be high and be out of your way, — [867, 1291, 1086, 1321]
recipe-list — [597, 209, 845, 250]
poem-line: Though you stand on the tips of your toes— — [867, 1013, 1102, 1028]
divider — [164, 1507, 217, 1508]
paragraph: "What did you stop that clock in your room for, Jane?" "Because, mum, the plaguy thing has some sort of a fit every mornin' mum, just when I wants to sleep." — [332, 195, 580, 252]
paragraph: She: "Here's a letter from Aimee asking me to send her some money, and I'm just positive that it is a forgery." He: "Oh, I imagine that it's all right." She: "I can't believe it. There's not the sign of a postscript." — [332, 328, 580, 399]
poem-line: There was once a little maiden, — [867, 1652, 1033, 1667]
poem-line: The frowning one looked out. — [867, 1892, 1026, 1907]
poem-line: Her happy face to see. — [867, 1828, 986, 1843]
ad-text: A Medicine with 20 Years of Success behind it will remove the poisonous Uric Acid by putting the Kidneys in a healthy condition so that they will naturally eliminate it. — [1401, 472, 1634, 524]
article-body — [332, 714, 580, 1069]
ad-line: And the Most — [1471, 1073, 1564, 1092]
ad-line: GENERAL AGENTS, — [1457, 906, 1578, 921]
ad-subheading: Thousands Could Tell the Same Story of Misery that William Davidson Tells—And Thousands Have To-day the Same Song of Rejoicing—Cured by South American Nervine. — [332, 1100, 580, 1147]
ad-line: Wm. A. Lee & Son, — [1430, 883, 1605, 907]
ad-heading: TEN YEARS IN THE TOILS. — [96, 1513, 284, 1529]
article-heading: A PERSONAL ESTIMATE. — [1175, 1340, 1329, 1354]
recipe-row — [606, 1028, 841, 1041]
poem-line: While the boughs at the harvest will bend. — [867, 1321, 1091, 1336]
poem-line: Till the frowning sister went away, — [1133, 210, 1317, 225]
poem-line: That she resolved with all her heart — [1133, 146, 1320, 161]
ad-line: THE — [1499, 1238, 1536, 1253]
article-heading: THE FIRST RAILROAD IN AMERICA. — [873, 741, 1100, 755]
paragraph: Life, like war, is a series of mistakes, and he is not the best Christian nor the best general who makes the fewest false steps. He is the best who wins the most splendid victories by the retrieval of mistakes, by beginning afresh. Forget mistakes. Organize victory out of mistakes. — [66, 594, 314, 694]
article-text: For Paris Green Mixture:— — [610, 773, 757, 788]
poem-line: The fox has a brush, but he does not paint, — [867, 1470, 1093, 1485]
ingredient: Boiling water (soft) — [606, 1028, 797, 1041]
article-text: Suspend the copper sulphate in five gallons of water. This may be done by putting it in a bag of coarse material, and hanging it, so as to be covered by water. Slake the lime in about the same quantity of water. Then mix the two and add the remainder of the 40 gallons of water. — [597, 251, 845, 351]
